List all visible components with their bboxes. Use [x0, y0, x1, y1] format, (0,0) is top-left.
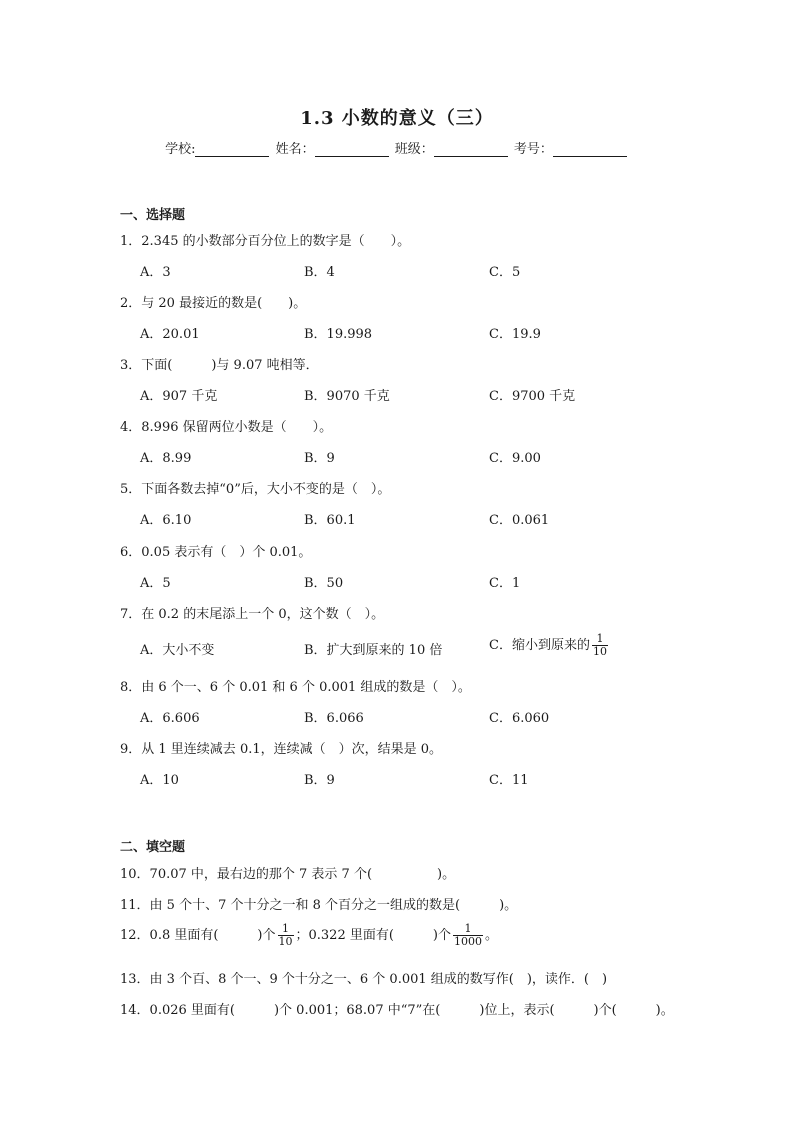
fraction-denominator: 10 [278, 935, 293, 948]
fraction-one-tenth [592, 633, 608, 658]
question-11: 11．由 5 个十、7 个十分之一和 8 个百分之一组成的数是( )。 [120, 898, 518, 913]
option-b[interactable]: B．6.066 [304, 711, 364, 726]
option-a[interactable]: A．8.99 [140, 451, 192, 466]
name-label: 姓名： [275, 142, 315, 157]
option-b[interactable]: B．4 [304, 265, 335, 280]
option-c-text: C．缩小到原来的 [489, 638, 590, 653]
question-12 [120, 923, 498, 948]
question-7: 7．在 0.2 的末尾添上一个 0，这个数（ ）。 [120, 607, 385, 622]
option-b[interactable]: B．扩大到原来的 10 倍 [304, 643, 443, 658]
school-blank[interactable] [195, 144, 269, 157]
fraction-numerator: 1 [278, 923, 294, 936]
option-c[interactable]: C．5 [489, 265, 521, 280]
school-label: 学校: [165, 142, 196, 157]
question-4: 4．8.996 保留两位小数是（ ）。 [120, 420, 333, 435]
page-title: 1.3 小数的意义（三） [300, 108, 494, 129]
class-blank[interactable] [434, 144, 508, 157]
option-a[interactable]: A．10 [140, 773, 179, 788]
fraction-one-thousandth [453, 923, 483, 948]
section-heading-fill: 二、填空题 [120, 840, 186, 855]
option-a[interactable]: A．3 [140, 265, 171, 280]
option-c[interactable]: C．19.9 [489, 327, 541, 342]
question-9: 9．从 1 里连续减去 0.1，连续减（ ）次，结果是 0。 [120, 742, 443, 757]
option-a[interactable]: A．20.01 [140, 327, 200, 342]
question-8: 8．由 6 个一、6 个 0.01 和 6 个 0.001 组成的数是（ ）。 [120, 680, 471, 695]
option-b[interactable]: B．50 [304, 576, 344, 591]
option-b[interactable]: B．19.998 [304, 327, 373, 342]
question-13: 13．由 3 个百、8 个一、9 个十分之一、6 个 0.001 组成的数写作( )，读作．( ) [120, 972, 608, 987]
question-2: 2．与 20 最接近的数是( )。 [120, 296, 307, 311]
option-c[interactable]: C．9.00 [489, 451, 541, 466]
exam-no-blank[interactable] [553, 144, 627, 157]
question-1: 1．2.345 的小数部分百分位上的数字是（ ）。 [120, 234, 411, 249]
question-12-part1: 12．0.8 里面有( )个 [120, 928, 276, 943]
option-c[interactable]: C．9700 千克 [489, 389, 576, 404]
option-c[interactable]: C．11 [489, 773, 529, 788]
option-b[interactable]: B．9 [304, 773, 335, 788]
option-c[interactable]: C．0.061 [489, 513, 550, 528]
question-10: 10．70.07 中，最右边的那个 7 表示 7 个( )。 [120, 867, 456, 882]
option-a[interactable]: A．大小不变 [140, 643, 215, 658]
fraction-numerator: 1 [592, 633, 608, 646]
option-c[interactable]: C．1 [489, 576, 521, 591]
fraction-one-tenth [278, 923, 294, 948]
option-c[interactable] [489, 633, 610, 658]
option-a[interactable]: A．6.10 [140, 513, 192, 528]
student-info-line [0, 138, 794, 157]
question-12-part2: ；0.322 里面有( )个 [295, 928, 451, 943]
exam-no-label: 考号： [513, 142, 553, 157]
question-6: 6．0.05 表示有（ ）个 0.01。 [120, 545, 312, 560]
question-5: 5．下面各数去掉“0”后，大小不变的是（ ）。 [120, 482, 391, 497]
class-label: 班级： [394, 142, 434, 157]
question-3: 3．下面( )与 9.07 吨相等． [120, 358, 319, 373]
question-14: 14．0.026 里面有( )个 0.001；68.07 中“7”在( )位上，表示( )个( )。 [120, 1003, 674, 1018]
option-c[interactable]: C．6.060 [489, 711, 550, 726]
section-heading-choice: 一、选择题 [120, 208, 186, 223]
fraction-numerator: 1 [453, 923, 483, 936]
fraction-denominator: 10 [592, 645, 607, 658]
name-blank[interactable] [315, 144, 389, 157]
question-12-part3: 。 [485, 928, 499, 943]
option-a[interactable]: A．907 千克 [140, 389, 218, 404]
fraction-denominator: 1000 [454, 935, 482, 948]
option-a[interactable]: A．5 [140, 576, 171, 591]
option-a[interactable]: A．6.606 [140, 711, 200, 726]
option-b[interactable]: B．9 [304, 451, 335, 466]
option-b[interactable]: B．9070 千克 [304, 389, 390, 404]
option-b[interactable]: B．60.1 [304, 513, 356, 528]
